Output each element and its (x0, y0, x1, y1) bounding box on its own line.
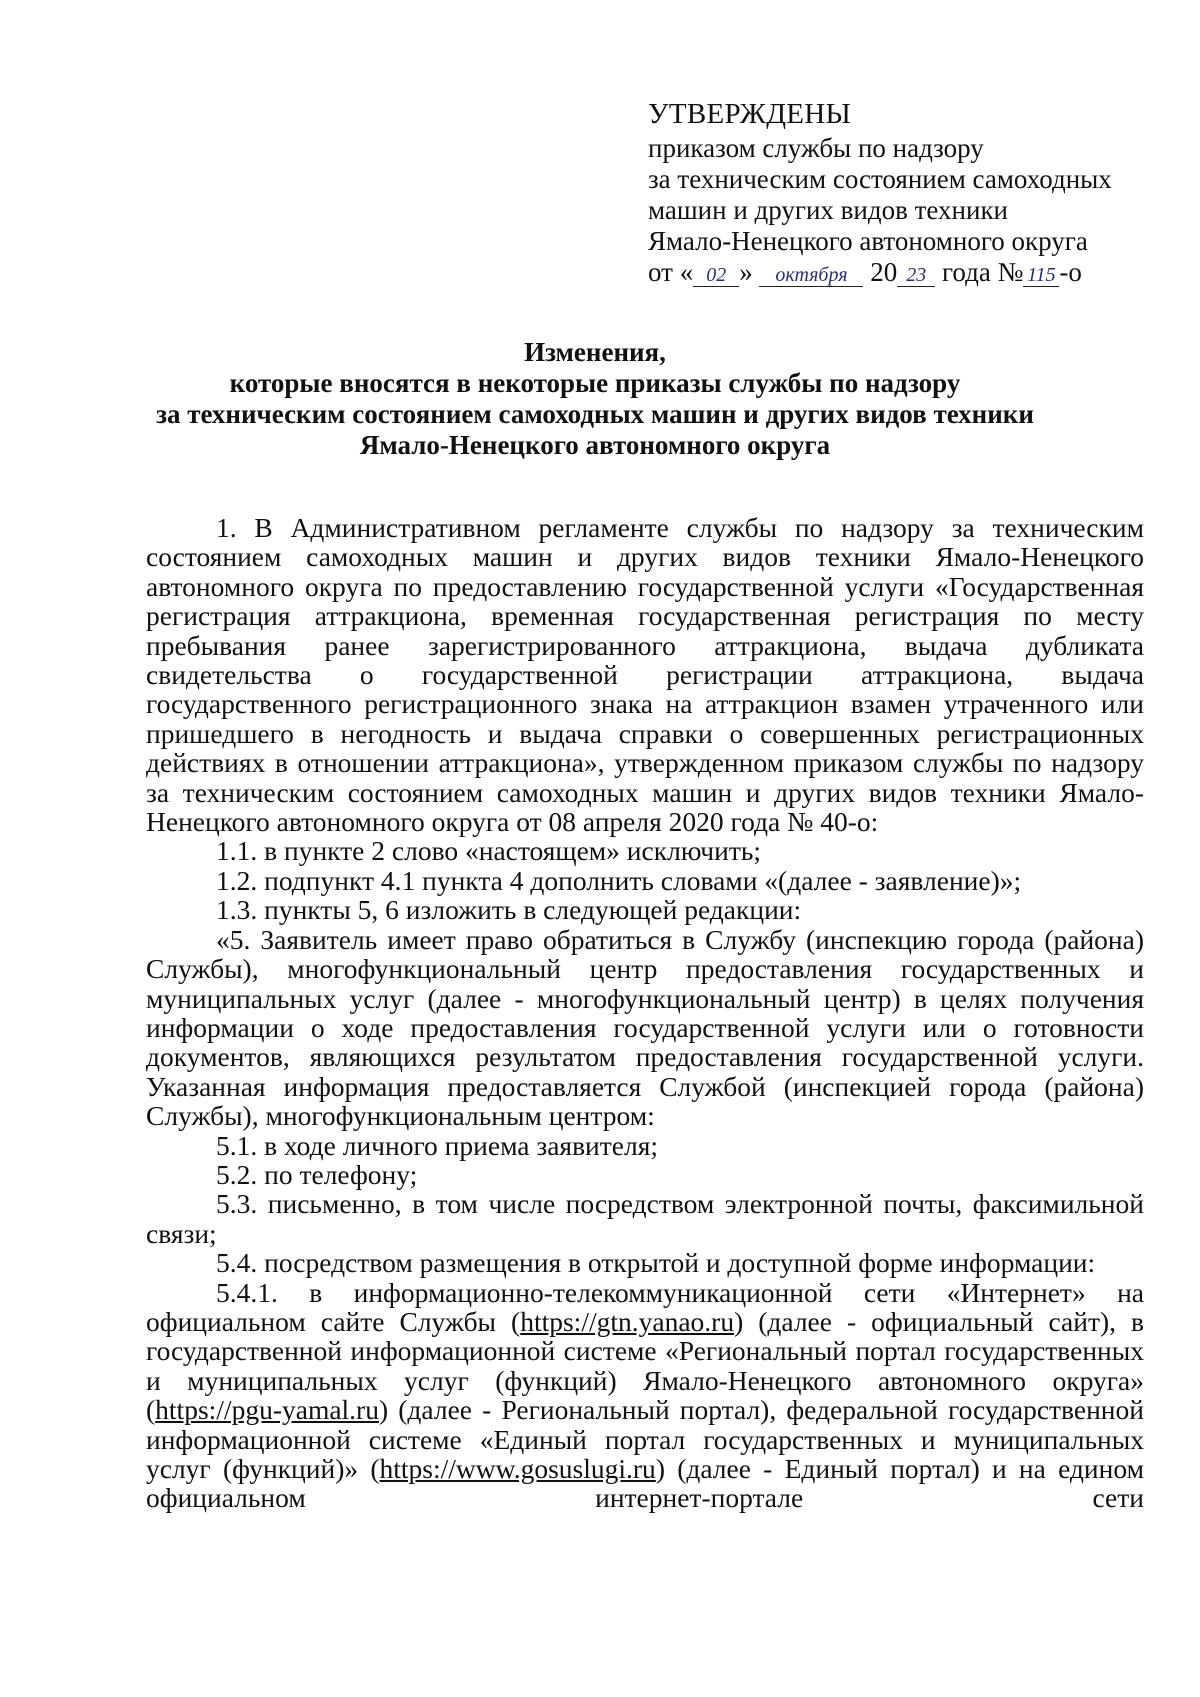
paragraph-1-1: 1.1. в пункте 2 слово «настоящем» исключить; (216, 835, 762, 867)
paragraph-5-3: 5.3. письменно, в том числе посредством электронной почты, факсимильной связи; (146, 1188, 1144, 1249)
year-prefix: 20 (870, 257, 898, 287)
document-title (140, 337, 1050, 461)
approval-line: машин и других видов техники (648, 195, 1009, 225)
date-mid: » (739, 257, 753, 287)
approval-heading: УТВЕРЖДЕНЫ (648, 98, 852, 130)
title-line: которые вносятся в некоторые приказы службы по надзору (229, 368, 961, 398)
approval-line: за техническим состоянием самоходных (648, 164, 1112, 194)
approval-line: Ямало-Ненецкого автономного округа (648, 226, 1088, 256)
title-line: за техническим состоянием самоходных машин и других видов техники (156, 399, 1034, 429)
paragraph-text: ) (далее - Региональный портал), федеральной государственной информационной системе «Единый портал государственных и муниципальных услуг (функций)» ( (146, 1394, 1144, 1484)
handwritten-month: октября (759, 264, 863, 287)
link-official-site[interactable]: https://gtn.yanao.ru (520, 1305, 735, 1337)
paragraph-text: ) (далее - Единый портал) и на едином официальном интернет-портале сети (146, 1453, 1144, 1514)
paragraph-5-4: 5.4. посредством размещения в открытой и доступной форме информации: (216, 1247, 1096, 1279)
title-line: Ямало-Ненецкого автономного округа (359, 430, 831, 460)
paragraph-5: «5. Заявитель имеет право обратиться в Службу (инспекцию города (района) Службы), многофункциональный центр предоставления государственных и муниципальных услуг (далее - многофункциональный центр) в целях получения информации о ходе предоставления государственной услуги или о готовности документов, являющихся результатом предоставления государственной услуги. Указанная информация предоставляется Службой (инспекцией города (района) Службы), многофункциональным центром: (146, 923, 1144, 1132)
document-body (146, 513, 1144, 1513)
handwritten-number: 115 (1023, 264, 1059, 287)
approval-line: приказом службы по надзору (648, 133, 984, 163)
paragraph-text: ) (далее - официальный сайт), в государственной информационной системе «Региональный портал государственных и муниципальных услуг (функций) Ямало-Ненецкого автономного округа» ( (146, 1305, 1144, 1426)
handwritten-day: 02 (693, 264, 739, 287)
title-line: Изменения, (524, 337, 666, 367)
paragraph-5-4-1 (146, 1278, 1144, 1513)
paragraph-1-3: 1.3. пункты 5, 6 изложить в следующей редакции: (216, 894, 802, 926)
link-unified-portal[interactable]: https://www.gosuslugi.ru (379, 1453, 656, 1484)
number-label: № (997, 257, 1024, 287)
number-suffix: -о (1059, 257, 1082, 287)
paragraph-1-2: 1.2. подпункт 4.1 пункта 4 дополнить словами «(далее - заявление)»; (216, 864, 1022, 896)
approval-date-line (648, 257, 1148, 288)
year-suffix: года (941, 257, 991, 287)
handwritten-year: 23 (897, 264, 935, 287)
paragraph-5-1: 5.1. в ходе личного приема заявителя; (216, 1129, 659, 1161)
paragraph-text: 5.4.1. в информационно-телекоммуникационной сети «Интернет» на официальном сайте Службы ( (146, 1276, 1144, 1337)
link-regional-portal[interactable]: https://pgu-yamal.ru (155, 1394, 379, 1426)
approval-stamp-block (648, 98, 1148, 288)
paragraph-1: 1. В Административном регламенте службы по надзору за техническим состоянием самоходных машин и других видов техники Ямало-Ненецкого автономного округа по предоставлению государственной услуги «Государственная регистрация аттракциона, временная государственная регистрация по месту пребывания ранее зарегистрированного аттракциона, выдача дубликата свидетельства о государственной регистрации аттракциона, выдача государственного регистрационного знака на аттракцион взамен утраченного или пришедшего в негодность и выдача справки о совершенных регистрационных действиях в отношении аттракциона», утвержденном приказом службы по надзору за техническим состоянием самоходных машин и других видов техники Ямало-Ненецкого автономного округа от 08 апреля 2020 года № 40-о: (146, 512, 1144, 838)
date-prefix: от « (648, 257, 694, 287)
paragraph-5-2: 5.2. по телефону; (216, 1158, 418, 1190)
